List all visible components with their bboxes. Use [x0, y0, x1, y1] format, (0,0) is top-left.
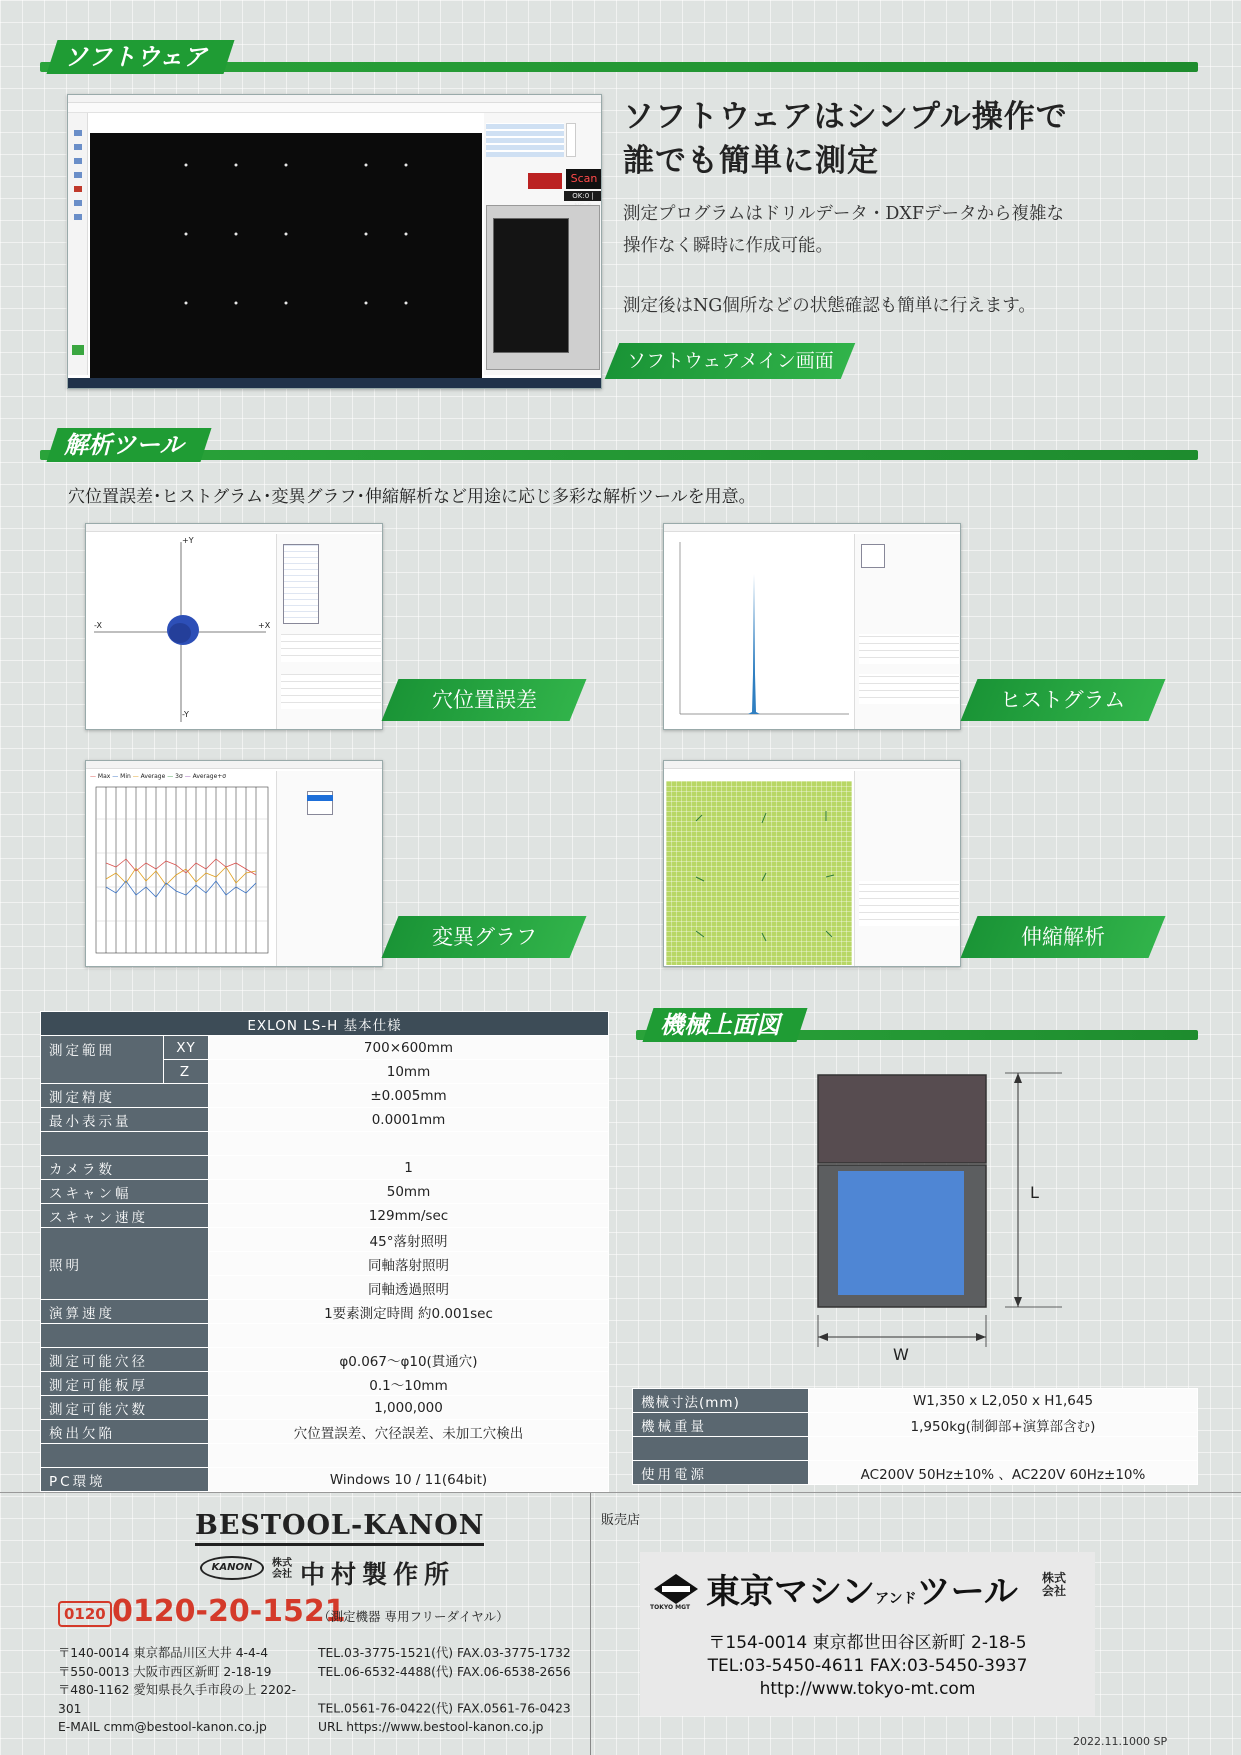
tool-expansion-analysis-screenshot	[663, 760, 961, 967]
spec-value-empty	[209, 1444, 609, 1468]
spec-value: 1,000,000	[209, 1396, 609, 1420]
address-line: 〒550-0013 大阪市西区新町 2-18-19	[58, 1664, 272, 1679]
axis-minus-y: -Y	[182, 710, 189, 719]
spec-value: ±0.005mm	[209, 1084, 609, 1108]
spec-value: 1	[209, 1156, 609, 1180]
spec-key: 演算速度	[41, 1300, 209, 1324]
variation-legend: — Max — Min — Average — 3σ — Average+σ	[90, 773, 227, 780]
free-dial-note: （測定機器 専用フリーダイヤル）	[318, 1609, 509, 1624]
axis-plus-x: +X	[258, 621, 271, 630]
ok-count: OK:0	[572, 192, 590, 200]
bestool-kanon-logo: BESTOOL-KANON	[195, 1510, 484, 1546]
spec-key: PC環境	[41, 1468, 209, 1492]
spec-key: 測定可能穴径	[41, 1348, 209, 1372]
spec-key: 測定可能板厚	[41, 1372, 209, 1396]
tool-label-variation-graph: 変異グラフ	[382, 916, 587, 958]
spec-value: 穴位置誤差、穴径誤差、未加工穴検出	[209, 1420, 609, 1444]
spec-key: 照明	[41, 1228, 209, 1300]
tool-label-hole-position-error: 穴位置誤差	[382, 679, 587, 721]
spec-value: 45°落射照明	[209, 1228, 609, 1252]
spec-value: 10mm	[209, 1060, 609, 1084]
spec-table	[40, 1011, 609, 1492]
address-line: 〒140-0014 東京都品川区大井 4-4-4	[58, 1646, 269, 1660]
dealer-address: 〒154-0014 東京都世田谷区新町 2-18-5	[708, 1633, 1027, 1653]
software-para2: 測定後はNG個所などの状態確認も簡単に行えます。	[623, 296, 1036, 316]
spec-value: 同軸落射照明	[209, 1252, 609, 1276]
tel-line: TEL.03-3775-1521(代) FAX.03-3775-1732	[318, 1646, 571, 1660]
spec-key: 検出欠陥	[41, 1420, 209, 1444]
dimension-L: L	[1030, 1183, 1039, 1202]
spec-key: 測定精度	[41, 1084, 209, 1108]
tokyo-machine-logo-icon	[650, 1572, 702, 1606]
spec-value: 129mm/sec	[209, 1204, 609, 1228]
machine-spec-key-empty	[633, 1437, 809, 1461]
dealer-url[interactable]: http://www.tokyo-mt.com	[759, 1679, 976, 1699]
spec-value: Windows 10 / 11(64bit)	[209, 1468, 609, 1492]
dealer-box	[640, 1552, 1095, 1716]
tel-line: TEL.0561-76-0422(代) FAX.0561-76-0423	[318, 1701, 571, 1716]
spec-key-empty	[41, 1132, 209, 1156]
spec-value-empty	[209, 1132, 609, 1156]
machine-section-banner	[636, 1008, 1198, 1044]
spec-value: 0.0001mm	[209, 1108, 609, 1132]
machine-spec-table	[632, 1388, 1198, 1485]
analysis-section-banner	[40, 428, 1198, 464]
tool-hole-position-error-screenshot	[85, 523, 383, 730]
spec-value: 1要素測定時間 約0.001sec	[209, 1300, 609, 1324]
website-link[interactable]: URL https://www.bestool-kanon.co.jp	[318, 1720, 544, 1734]
machine-spec-value: 1,950kg(制御部+演算部含む)	[809, 1413, 1198, 1437]
tool-histogram-screenshot	[663, 523, 961, 730]
scan-button[interactable]: Scan	[566, 169, 602, 189]
tool-label-histogram: ヒストグラム	[961, 679, 1166, 721]
run-button[interactable]	[528, 173, 562, 189]
software-section-banner	[40, 40, 1198, 76]
spec-key-empty	[41, 1324, 209, 1348]
kanon-emblem: KANON	[200, 1556, 264, 1580]
dealer-name-and: アンド	[875, 1591, 917, 1607]
company-name: 中村製作所	[300, 1560, 456, 1589]
dealer-tel: TEL:03-5450-4611 FAX:03-5450-3937	[707, 1656, 1028, 1676]
spec-key: スキャン幅	[41, 1180, 209, 1204]
machine-spec-value-empty	[809, 1437, 1198, 1461]
spec-key: スキャン速度	[41, 1204, 209, 1228]
machine-spec-value: AC200V 50Hz±10% 、AC220V 60Hz±10%	[809, 1461, 1198, 1485]
software-headline-line2: 誰でも簡単に測定	[623, 143, 879, 179]
spec-key: 測定可能穴数	[41, 1396, 209, 1420]
spec-sub-key: XY	[164, 1036, 209, 1060]
software-headline-line1: ソフトウェアはシンプル操作で	[623, 99, 1068, 135]
spec-value: 同軸透過照明	[209, 1276, 609, 1300]
dealer-name: 東京マシン	[706, 1572, 876, 1612]
machine-section-title: 機械上面図	[660, 1011, 780, 1039]
machine-spec-key: 機械重量	[633, 1413, 809, 1437]
free-dial-number: 0120-20-1521	[112, 1594, 346, 1629]
dealer-label: 販売店	[601, 1513, 641, 1528]
machine-spec-value: W1,350 x L2,050 x H1,645	[809, 1389, 1198, 1413]
spec-value: φ0.067～φ10(貫通穴)	[209, 1348, 609, 1372]
tel-line: TEL.06-6532-4488(代) FAX.06-6538-2656	[318, 1664, 571, 1679]
spec-value-empty	[209, 1324, 609, 1348]
address-line: 〒480-1162 愛知県長久手市段の上 2202-301	[58, 1683, 297, 1716]
camera-view[interactable]	[90, 133, 482, 379]
spec-sub-key: Z	[164, 1060, 209, 1084]
spec-key-empty	[41, 1444, 209, 1468]
machine-spec-key: 使用電源	[633, 1461, 809, 1485]
software-para1-line1: 測定プログラムはドリルデータ・DXFデータから複雑な	[623, 204, 1064, 224]
spec-value: 0.1～10mm	[209, 1372, 609, 1396]
tool-variation-graph-screenshot	[85, 760, 383, 967]
spec-key: カメラ数	[41, 1156, 209, 1180]
analysis-intro: 穴位置誤差･ヒストグラム･変異グラフ･伸縮解析など用途に応じ多彩な解析ツールを用意。	[68, 487, 756, 507]
machine-spec-key: 機械寸法(mm)	[633, 1389, 809, 1413]
spec-table-title: EXLON LS-H 基本仕様	[41, 1012, 609, 1036]
analysis-section-title: 解析ツール	[64, 431, 184, 459]
axis-plus-y: +Y	[182, 536, 194, 545]
spec-value: 50mm	[209, 1180, 609, 1204]
software-main-screenshot: Scan OK:0 |	[67, 94, 602, 389]
software-para1-line2: 操作なく瞬時に作成可能。	[623, 236, 833, 256]
software-caption: ソフトウェアメイン画面	[605, 343, 856, 379]
axis-minus-x: -X	[94, 621, 102, 630]
machine-top-view-diagram	[800, 1065, 1080, 1365]
spec-key: 最小表示量	[41, 1108, 209, 1132]
dealer-corp: 株式 会社	[1042, 1571, 1067, 1598]
company-type: 株式 会社	[272, 1558, 292, 1580]
spec-key: 測定範囲	[41, 1036, 164, 1084]
dimension-W: W	[893, 1345, 909, 1364]
free-dial-badge: 0120	[58, 1601, 112, 1627]
email-link[interactable]: E-MAIL cmm@bestool-kanon.co.jp	[58, 1720, 267, 1734]
software-section-title: ソフトウェア	[64, 43, 208, 71]
dealer-name-tool: ツール	[916, 1572, 1018, 1612]
dealer-sub: TOKYO MGT	[650, 1604, 691, 1611]
tool-label-expansion-analysis: 伸縮解析	[961, 916, 1166, 958]
spec-value: 700×600mm	[209, 1036, 609, 1060]
print-code: 2022.11.1000 SP	[1073, 1735, 1168, 1748]
